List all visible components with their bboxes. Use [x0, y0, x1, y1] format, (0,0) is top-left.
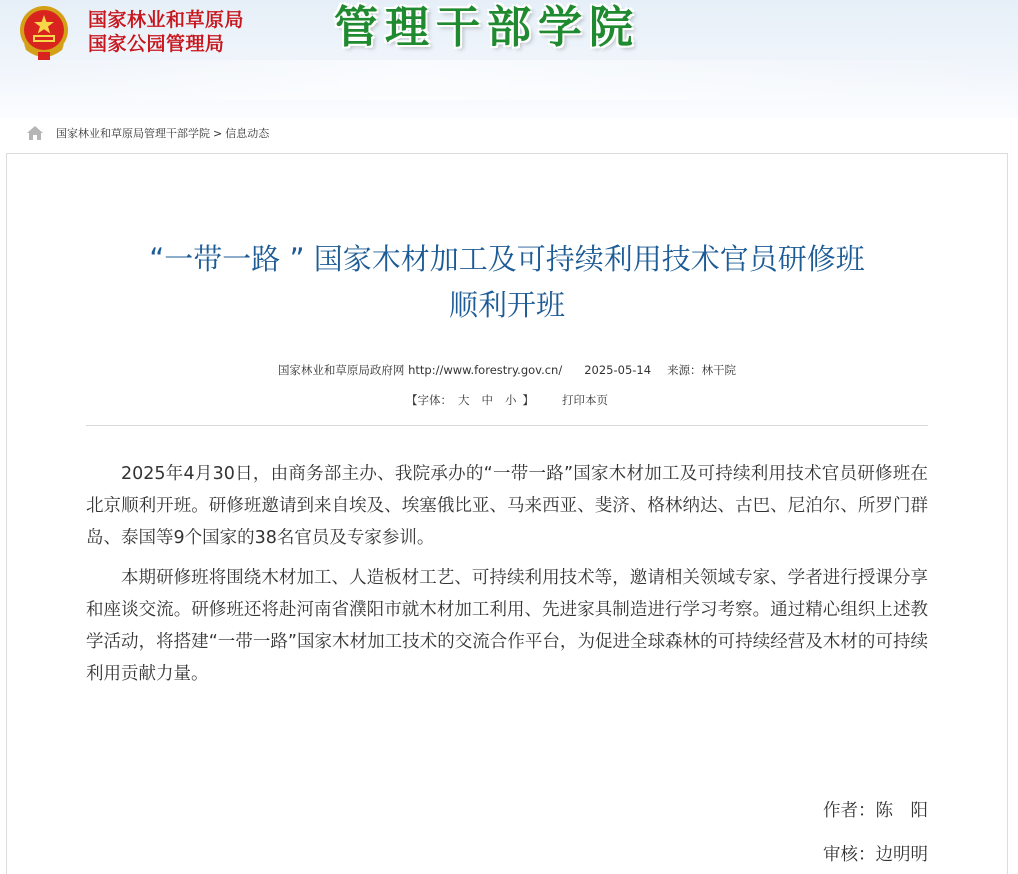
article-tools [6, 392, 1008, 408]
article-meta [6, 362, 1008, 378]
article-title-line-2: 顺利开班 [448, 288, 565, 322]
breadcrumb-separator: > [213, 126, 223, 140]
article-content [86, 458, 928, 698]
meta-source-label: 来源： [667, 363, 702, 377]
breadcrumb-section-link[interactable]: 信息动态 [225, 127, 270, 140]
font-size-label: 【字体： [406, 393, 452, 407]
agency-line-1: 国家林业和草原局 [88, 9, 245, 31]
font-size-small-button[interactable]: 小 [505, 393, 517, 407]
article-author: 作者：陈 阳 [823, 801, 928, 821]
article-paragraph-2: 本期研修班将围绕木材加工、人造板材工艺、可持续利用技术等，邀请相关领域专家、学者进行授课分享和座谈交流。研修班还将赴河南省濮阳市就木材加工利用、先进家具制造进行学习考察。通过精心组织上述教学活动，将搭建“一带一路”国家木材加工技术的交流合作平台，为促进全球森林的可持续经营及木材的可持续利用贡献力量。 [86, 568, 928, 684]
site-header [0, 0, 1018, 118]
breadcrumb-site-link[interactable]: 国家林业和草原局管理干部学院 [56, 127, 210, 140]
meta-source: 林干院 [701, 363, 737, 377]
home-icon[interactable] [26, 125, 44, 141]
meta-divider [86, 425, 928, 426]
font-size-medium-button[interactable]: 中 [481, 393, 493, 407]
article-title-line-1: “一带一路 ” 国家木材加工及可持续利用技术官员研修班 [149, 242, 865, 276]
breadcrumb [26, 123, 269, 143]
article-reviewer: 审核：边明明 [823, 845, 928, 865]
meta-date: 2025-05-14 [584, 363, 652, 377]
article-paragraph-1: 2025年4月30日，由商务部主办、我院承办的“一带一路”国家木材加工及可持续利用技术官员研修班在北京顺利开班。研修班邀请到来自埃及、埃塞俄比亚、马来西亚、斐济、格林纳达、古巴、尼泊尔、所罗门群岛、泰国等9个国家的38名官员及专家参训。 [86, 464, 928, 548]
meta-source-site: 国家林业和草原局政府网 http://www.forestry.gov.cn/ [277, 363, 563, 377]
print-page-button[interactable]: 打印本页 [562, 393, 608, 407]
agency-line-2: 国家公园管理局 [88, 33, 225, 55]
article-title [6, 236, 1008, 328]
national-emblem-icon[interactable] [16, 4, 72, 62]
agency-names[interactable] [88, 8, 244, 56]
college-name[interactable]: 管理干部学院 [334, 2, 640, 53]
font-size-large-button[interactable]: 大 [458, 393, 470, 407]
font-size-close-bracket: 】 [522, 393, 534, 407]
